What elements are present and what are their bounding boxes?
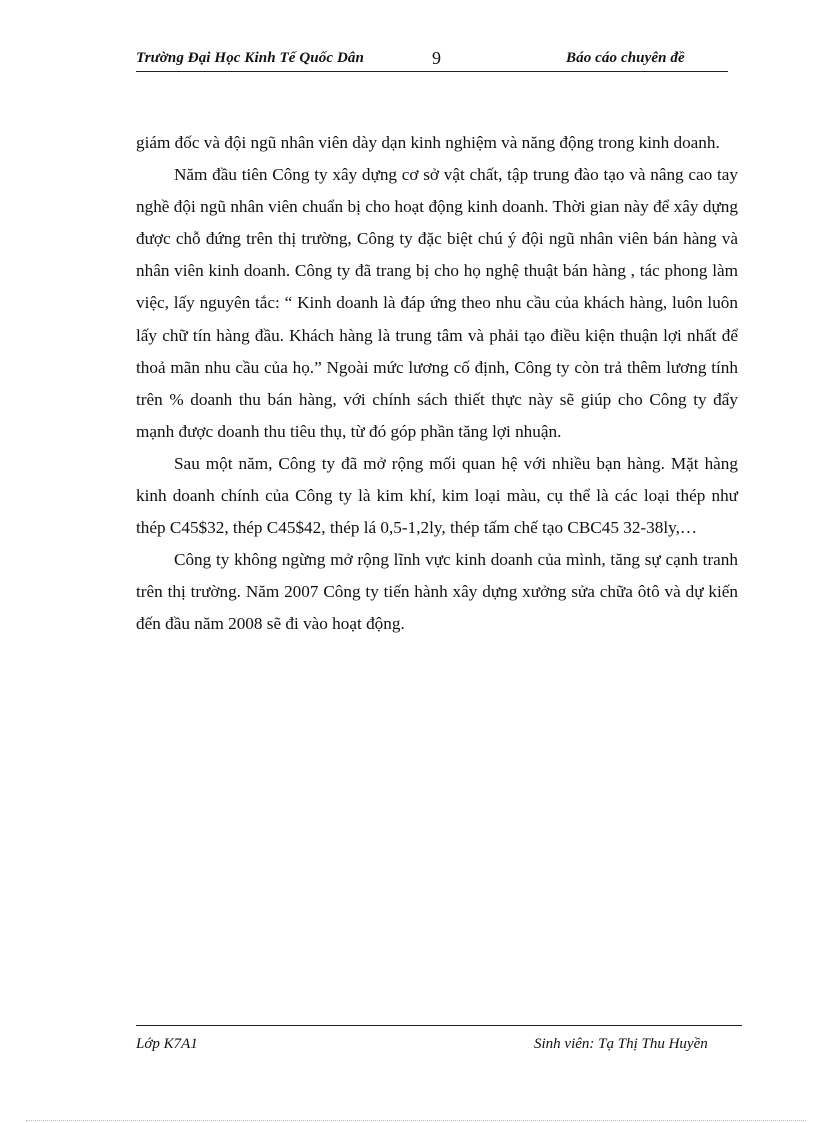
paragraph: Năm đầu tiên Công ty xây dựng cơ sở vật chất, tập trung đào tạo và nâng cao tay nghề đội ngũ nhân viên chuẩn bị cho hoạt động kinh doanh. Thời gian này để xây dựng được chỗ đứng trên thị trường, Công ty đặc biệt chú ý đội ngũ nhân viên bán hàng và nhân viên kinh doanh. Công ty đã trang bị cho họ nghệ thuật bán hàng , tác phong làm việc, lấy nguyên tắc: “ Kinh doanh là đáp ứng theo nhu cầu của khách hàng, luôn luôn lấy chữ tín hàng đầu. Khách hàng là trung tâm và phải tạo điều kiện thuận lợi nhất để thoả mãn nhu cầu của họ.” Ngoài mức lương cố định, Công ty còn trả thêm lương tính trên % doanh thu bán hàng, với chính sách thiết thực này sẽ giúp cho Công ty đẩy mạnh được doanh thu tiêu thụ, từ đó góp phần tăng lợi nhuận. [136, 165, 738, 441]
header-divider [136, 71, 728, 72]
page-footer [136, 1036, 728, 1058]
school-name: Trường Đại Học Kinh Tế Quốc Dân [136, 50, 364, 66]
report-title: Báo cáo chuyên đề [566, 50, 685, 66]
page-header [136, 48, 728, 72]
page-number: 9 [432, 48, 442, 68]
footer-divider [136, 1025, 742, 1026]
page-bottom-border [26, 1120, 806, 1121]
class-label: Lớp K7A1 [136, 1036, 198, 1052]
paragraph: Công ty không ngừng mở rộng lĩnh vực kinh doanh của mình, tăng sự cạnh tranh trên thị trường. Năm 2007 Công ty tiến hành xây dựng xưởng sửa chữa ôtô và dự kiến đến đầu năm 2008 sẽ đi vào hoạt động. [136, 550, 738, 634]
paragraph: Sau một năm, Công ty đã mở rộng mối quan hệ với nhiều bạn hàng. Mặt hàng kinh doanh chính của Công ty là kim khí, kim loại màu, cụ thể là các loại thép như thép C45$32, thép C45$42, thép lá 0,5-1,2ly, thép tấm chế tạo CBC45 32-38ly,… [136, 453, 738, 538]
body-text [136, 127, 738, 641]
student-label: Sinh viên: Tạ Thị Thu Huyền [534, 1036, 708, 1052]
paragraph: giám đốc và đội ngũ nhân viên dày dạn kinh nghiệm và năng động trong kinh doanh. [136, 133, 720, 152]
